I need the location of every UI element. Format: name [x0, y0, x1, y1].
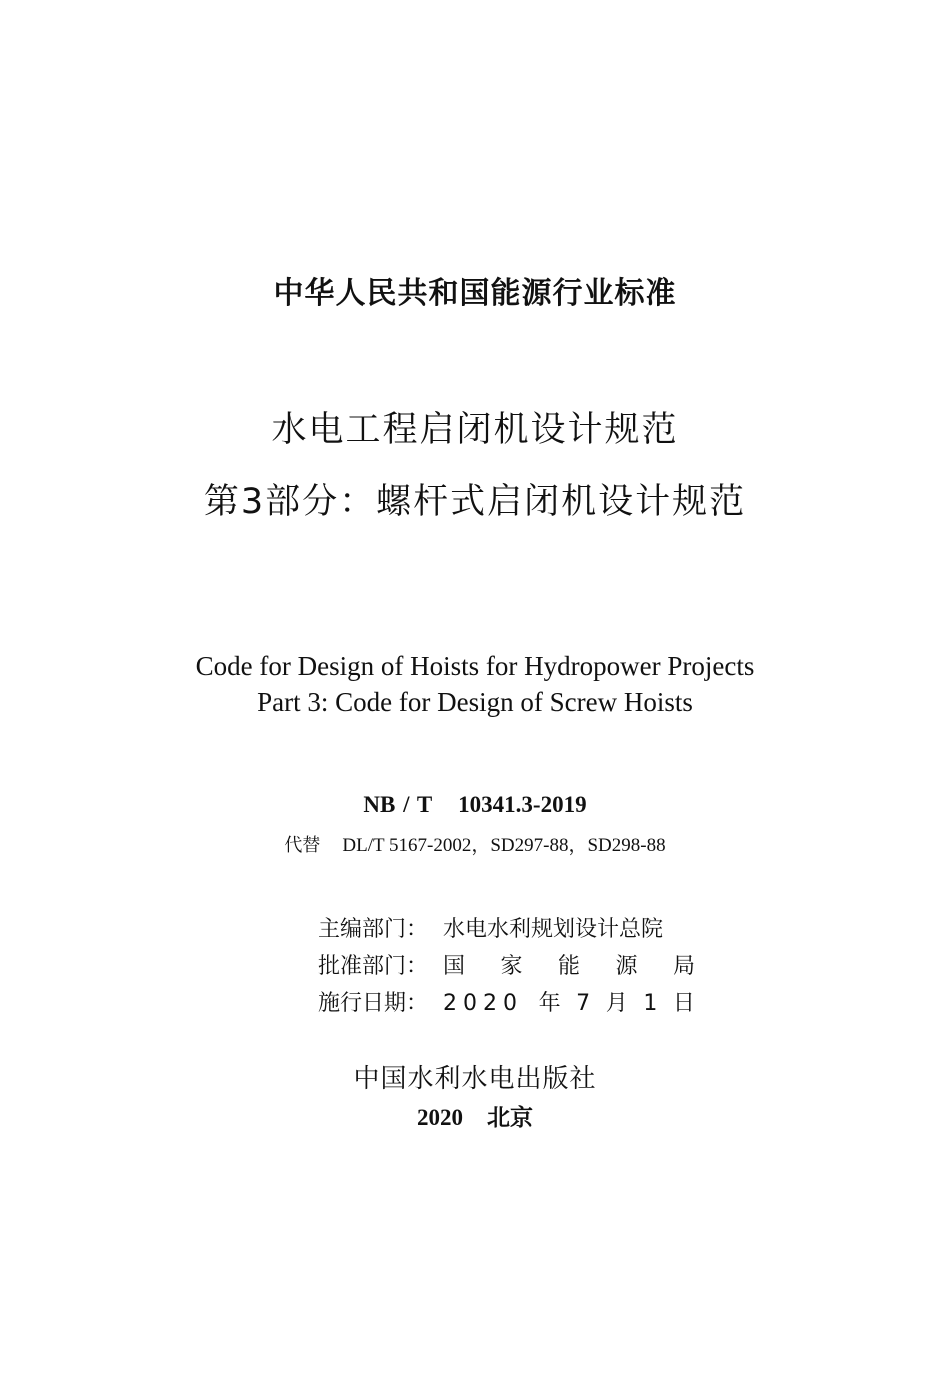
approver-char: 局: [672, 954, 695, 979]
editor-label: 主编部门：: [318, 917, 429, 942]
title-chinese-part: 第3部分：螺杆式启闭机设计规范: [203, 482, 747, 522]
effective-month-unit: 月: [605, 991, 628, 1016]
title-english-part: Part 3: Code for Design of Screw Hoists: [257, 687, 693, 717]
approver-char: 能: [557, 954, 580, 979]
approver-row: [318, 948, 695, 985]
approver-char: 国: [443, 954, 466, 979]
title-english-main: Code for Design of Hoists for Hydropower Projects: [195, 651, 755, 681]
publication-meta: [318, 911, 695, 1022]
approver-char: 源: [615, 954, 638, 979]
effective-day: 1: [643, 991, 658, 1016]
replaces-value: DL/T 5167-2002，SD297-88，SD298-88: [342, 835, 666, 856]
title-chinese-main: 水电工程启闭机设计规范: [271, 410, 679, 450]
approver-char: 家: [500, 954, 523, 979]
industry-standard-header: 中华人民共和国能源行业标准: [273, 276, 677, 311]
effective-year-unit: 年: [538, 991, 561, 1016]
effective-date-row: [318, 985, 695, 1022]
standard-prefix: NB / T: [363, 792, 433, 817]
publication-city: 北京: [487, 1105, 533, 1131]
publication-year-city: [0, 1099, 950, 1132]
effective-day-unit: 日: [672, 991, 695, 1016]
effective-month: 7: [576, 991, 591, 1016]
standard-code: 10341.3-2019: [458, 792, 587, 817]
effective-year: 2020: [443, 991, 523, 1016]
editor-row: [318, 911, 695, 948]
standard-number: [0, 792, 950, 818]
replaces-line: [0, 830, 950, 857]
replaces-label: 代替: [284, 835, 321, 856]
editor-value: 水电水利规划设计总院: [443, 917, 664, 942]
approver-label: 批准部门：: [318, 954, 429, 979]
effective-label: 施行日期：: [318, 991, 429, 1016]
publisher-name: 中国水利水电出版社: [353, 1064, 597, 1094]
publication-year: 2020: [417, 1105, 463, 1130]
approver-value: [443, 948, 695, 985]
effective-date-value: [443, 985, 695, 1022]
